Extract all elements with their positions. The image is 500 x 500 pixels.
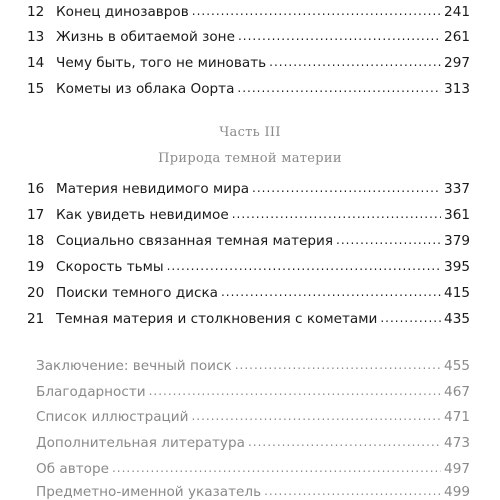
chapter-title: Чему быть, того не миновать bbox=[56, 55, 267, 71]
page-number: 297 bbox=[444, 55, 470, 71]
dot-leader bbox=[235, 356, 441, 372]
dot-leader bbox=[232, 205, 441, 221]
page-number: 415 bbox=[444, 285, 470, 301]
chapter-title: Скорость тьмы bbox=[56, 259, 164, 275]
part-title: Природа темной материи bbox=[158, 151, 342, 166]
toc-entry-acknowledgements[interactable] bbox=[36, 376, 470, 400]
dot-leader bbox=[221, 283, 441, 299]
page-number: 241 bbox=[444, 4, 470, 20]
chapter-number: 12 bbox=[27, 4, 45, 20]
dot-leader bbox=[238, 27, 441, 43]
entry-title: Заключение: вечный поиск bbox=[36, 358, 232, 374]
dot-leader bbox=[112, 459, 441, 475]
page-number: 455 bbox=[444, 358, 470, 374]
toc-entry-chapter-18[interactable] bbox=[27, 225, 470, 249]
toc-entry-chapter-14[interactable] bbox=[27, 47, 470, 71]
chapter-number: 15 bbox=[27, 81, 45, 97]
toc-entry-chapter-12[interactable] bbox=[27, 0, 470, 20]
chapter-title: Конец динозавров bbox=[56, 4, 189, 20]
chapter-title: Темная материя и столкновения с кометами bbox=[56, 311, 378, 327]
entry-title: Дополнительная литература bbox=[36, 435, 245, 451]
page-number: 313 bbox=[444, 81, 470, 97]
toc-entry-illustrations[interactable] bbox=[36, 401, 470, 425]
toc-entry-chapter-20[interactable] bbox=[27, 277, 470, 301]
page-number: 395 bbox=[444, 259, 470, 275]
dot-leader bbox=[269, 53, 441, 69]
toc-entry-chapter-13[interactable] bbox=[27, 21, 470, 45]
toc-entry-chapter-15[interactable] bbox=[27, 73, 470, 97]
dot-leader bbox=[264, 482, 441, 498]
toc-entry-conclusion[interactable] bbox=[36, 350, 470, 374]
chapter-number: 18 bbox=[27, 233, 45, 249]
page-number: 261 bbox=[444, 29, 470, 45]
page-number: 361 bbox=[444, 207, 470, 223]
dot-leader bbox=[380, 309, 441, 325]
chapter-title: Кометы из облака Оорта bbox=[56, 81, 235, 97]
entry-title: Предметно-именной указатель bbox=[36, 484, 262, 500]
chapter-title: Социально связанная темная материя bbox=[56, 233, 334, 249]
chapter-number: 13 bbox=[27, 29, 45, 45]
dot-leader bbox=[248, 433, 441, 449]
dot-leader bbox=[237, 79, 441, 95]
toc-entry-chapter-16[interactable] bbox=[27, 173, 470, 197]
entry-title: Благодарности bbox=[36, 384, 146, 400]
toc-entry-index[interactable] bbox=[36, 476, 470, 500]
toc-entry-about-author[interactable] bbox=[36, 453, 470, 477]
chapter-number: 17 bbox=[27, 207, 45, 223]
dot-leader bbox=[192, 2, 441, 18]
chapter-number: 14 bbox=[27, 55, 45, 71]
page-number: 473 bbox=[444, 435, 470, 451]
dot-leader bbox=[191, 407, 441, 423]
toc-entry-chapter-21[interactable] bbox=[27, 303, 470, 327]
chapter-number: 20 bbox=[27, 285, 45, 301]
chapter-title: Поиски темного диска bbox=[56, 285, 218, 301]
chapter-number: 16 bbox=[27, 181, 45, 197]
page-number: 499 bbox=[444, 484, 470, 500]
dot-leader bbox=[252, 179, 441, 195]
dot-leader bbox=[167, 257, 441, 273]
chapter-number: 19 bbox=[27, 259, 45, 275]
entry-title: Об авторе bbox=[36, 461, 109, 477]
page-number: 467 bbox=[444, 384, 470, 400]
toc-entry-further-reading[interactable] bbox=[36, 427, 470, 451]
page-number: 435 bbox=[444, 311, 470, 327]
page-number: 379 bbox=[444, 233, 470, 249]
part-label: Часть III bbox=[219, 125, 281, 140]
page-number: 471 bbox=[444, 409, 470, 425]
page-number: 337 bbox=[444, 181, 470, 197]
dot-leader bbox=[149, 382, 441, 398]
dot-leader bbox=[336, 231, 441, 247]
chapter-title: Материя невидимого мира bbox=[56, 181, 250, 197]
page-number: 497 bbox=[444, 461, 470, 477]
toc-entry-chapter-19[interactable] bbox=[27, 251, 470, 275]
toc-entry-chapter-17[interactable] bbox=[27, 199, 470, 223]
chapter-title: Как увидеть невидимое bbox=[56, 207, 229, 223]
entry-title: Список иллюстраций bbox=[36, 409, 189, 425]
chapter-title: Жизнь в обитаемой зоне bbox=[56, 29, 235, 45]
chapter-number: 21 bbox=[27, 311, 45, 327]
